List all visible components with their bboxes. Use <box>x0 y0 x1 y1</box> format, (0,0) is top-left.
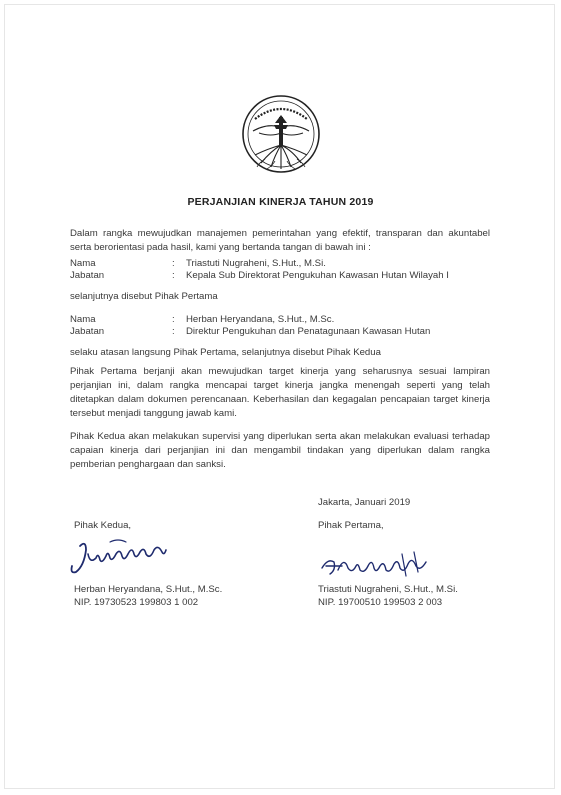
document-title: PERJANJIAN KINERJA TAHUN 2019 <box>187 196 374 208</box>
first-party-position-row <box>70 269 449 282</box>
first-party-name-sep: : <box>172 258 175 269</box>
institution-logo-icon <box>241 93 321 175</box>
first-party-position-label: Jabatan <box>70 270 105 281</box>
second-party-name-sep: : <box>172 314 175 325</box>
supervision-paragraph: Pihak Kedua akan melakukan supervisi yang diperlukan serta akan melakukan evaluasi terhadap capaian kinerja dari perjanjian ini dan mengambil tindakan yang diperlukan dalam rangka pemberian penghargaan dan sanksi. <box>70 431 490 470</box>
intro-paragraph: Dalam rangka mewujudkan manajemen pemerintahan yang efektif, transparan dan akuntabel serta berorientasi pada hasil, kami yang bertanda tangan di bawah ini : <box>70 228 490 253</box>
left-signatory-name: Herban Heryandana, S.Hut., M.Sc. <box>74 584 223 595</box>
first-party-position-sep: : <box>172 270 175 281</box>
second-party-position-row <box>70 325 430 338</box>
second-party-position-sep: : <box>172 326 175 337</box>
left-signatory-nip: NIP. 19730523 199803 1 002 <box>74 597 199 608</box>
right-signatory-role: Pihak Pertama, <box>318 520 384 531</box>
right-signature-icon <box>318 548 438 582</box>
right-signatory-name: Triastuti Nugraheni, S.Hut., M.Si. <box>318 584 458 595</box>
place-date: Jakarta, Januari 2019 <box>318 497 411 508</box>
first-party-designation: selanjutnya disebut Pihak Pertama <box>70 291 218 302</box>
second-party-name: Herban Heryandana, S.Hut., M.Sc. <box>186 314 335 325</box>
second-party-position-label: Jabatan <box>70 326 105 337</box>
left-signature-icon <box>66 532 176 580</box>
left-signatory-role: Pihak Kedua, <box>74 520 132 531</box>
first-party-name: Triastuti Nugraheni, S.Hut., M.Si. <box>186 258 326 269</box>
second-party-position: Direktur Pengukuhan dan Penatagunaan Kawasan Hutan <box>186 326 431 337</box>
first-party-name-label: Nama <box>70 258 96 269</box>
commitment-paragraph: Pihak Pertama berjanji akan mewujudkan target kinerja yang seharusnya sesuai lampiran perjanjian ini, dalam rangka mencapai target kinerja jangka menengah seperti yang telah ditetapkan dalam dokumen perencanaan. Keberhasilan dan kegagalan pencapaian target kinerja tersebut menjadi tanggung jawab kami. <box>70 366 490 419</box>
right-signatory-nip: NIP. 19700510 199503 2 003 <box>318 597 443 608</box>
second-party-designation: selaku atasan langsung Pihak Pertama, selanjutnya disebut Pihak Kedua <box>70 347 381 358</box>
first-party-position: Kepala Sub Direktorat Pengukuhan Kawasan Hutan Wilayah I <box>186 270 449 281</box>
second-party-name-label: Nama <box>70 314 96 325</box>
